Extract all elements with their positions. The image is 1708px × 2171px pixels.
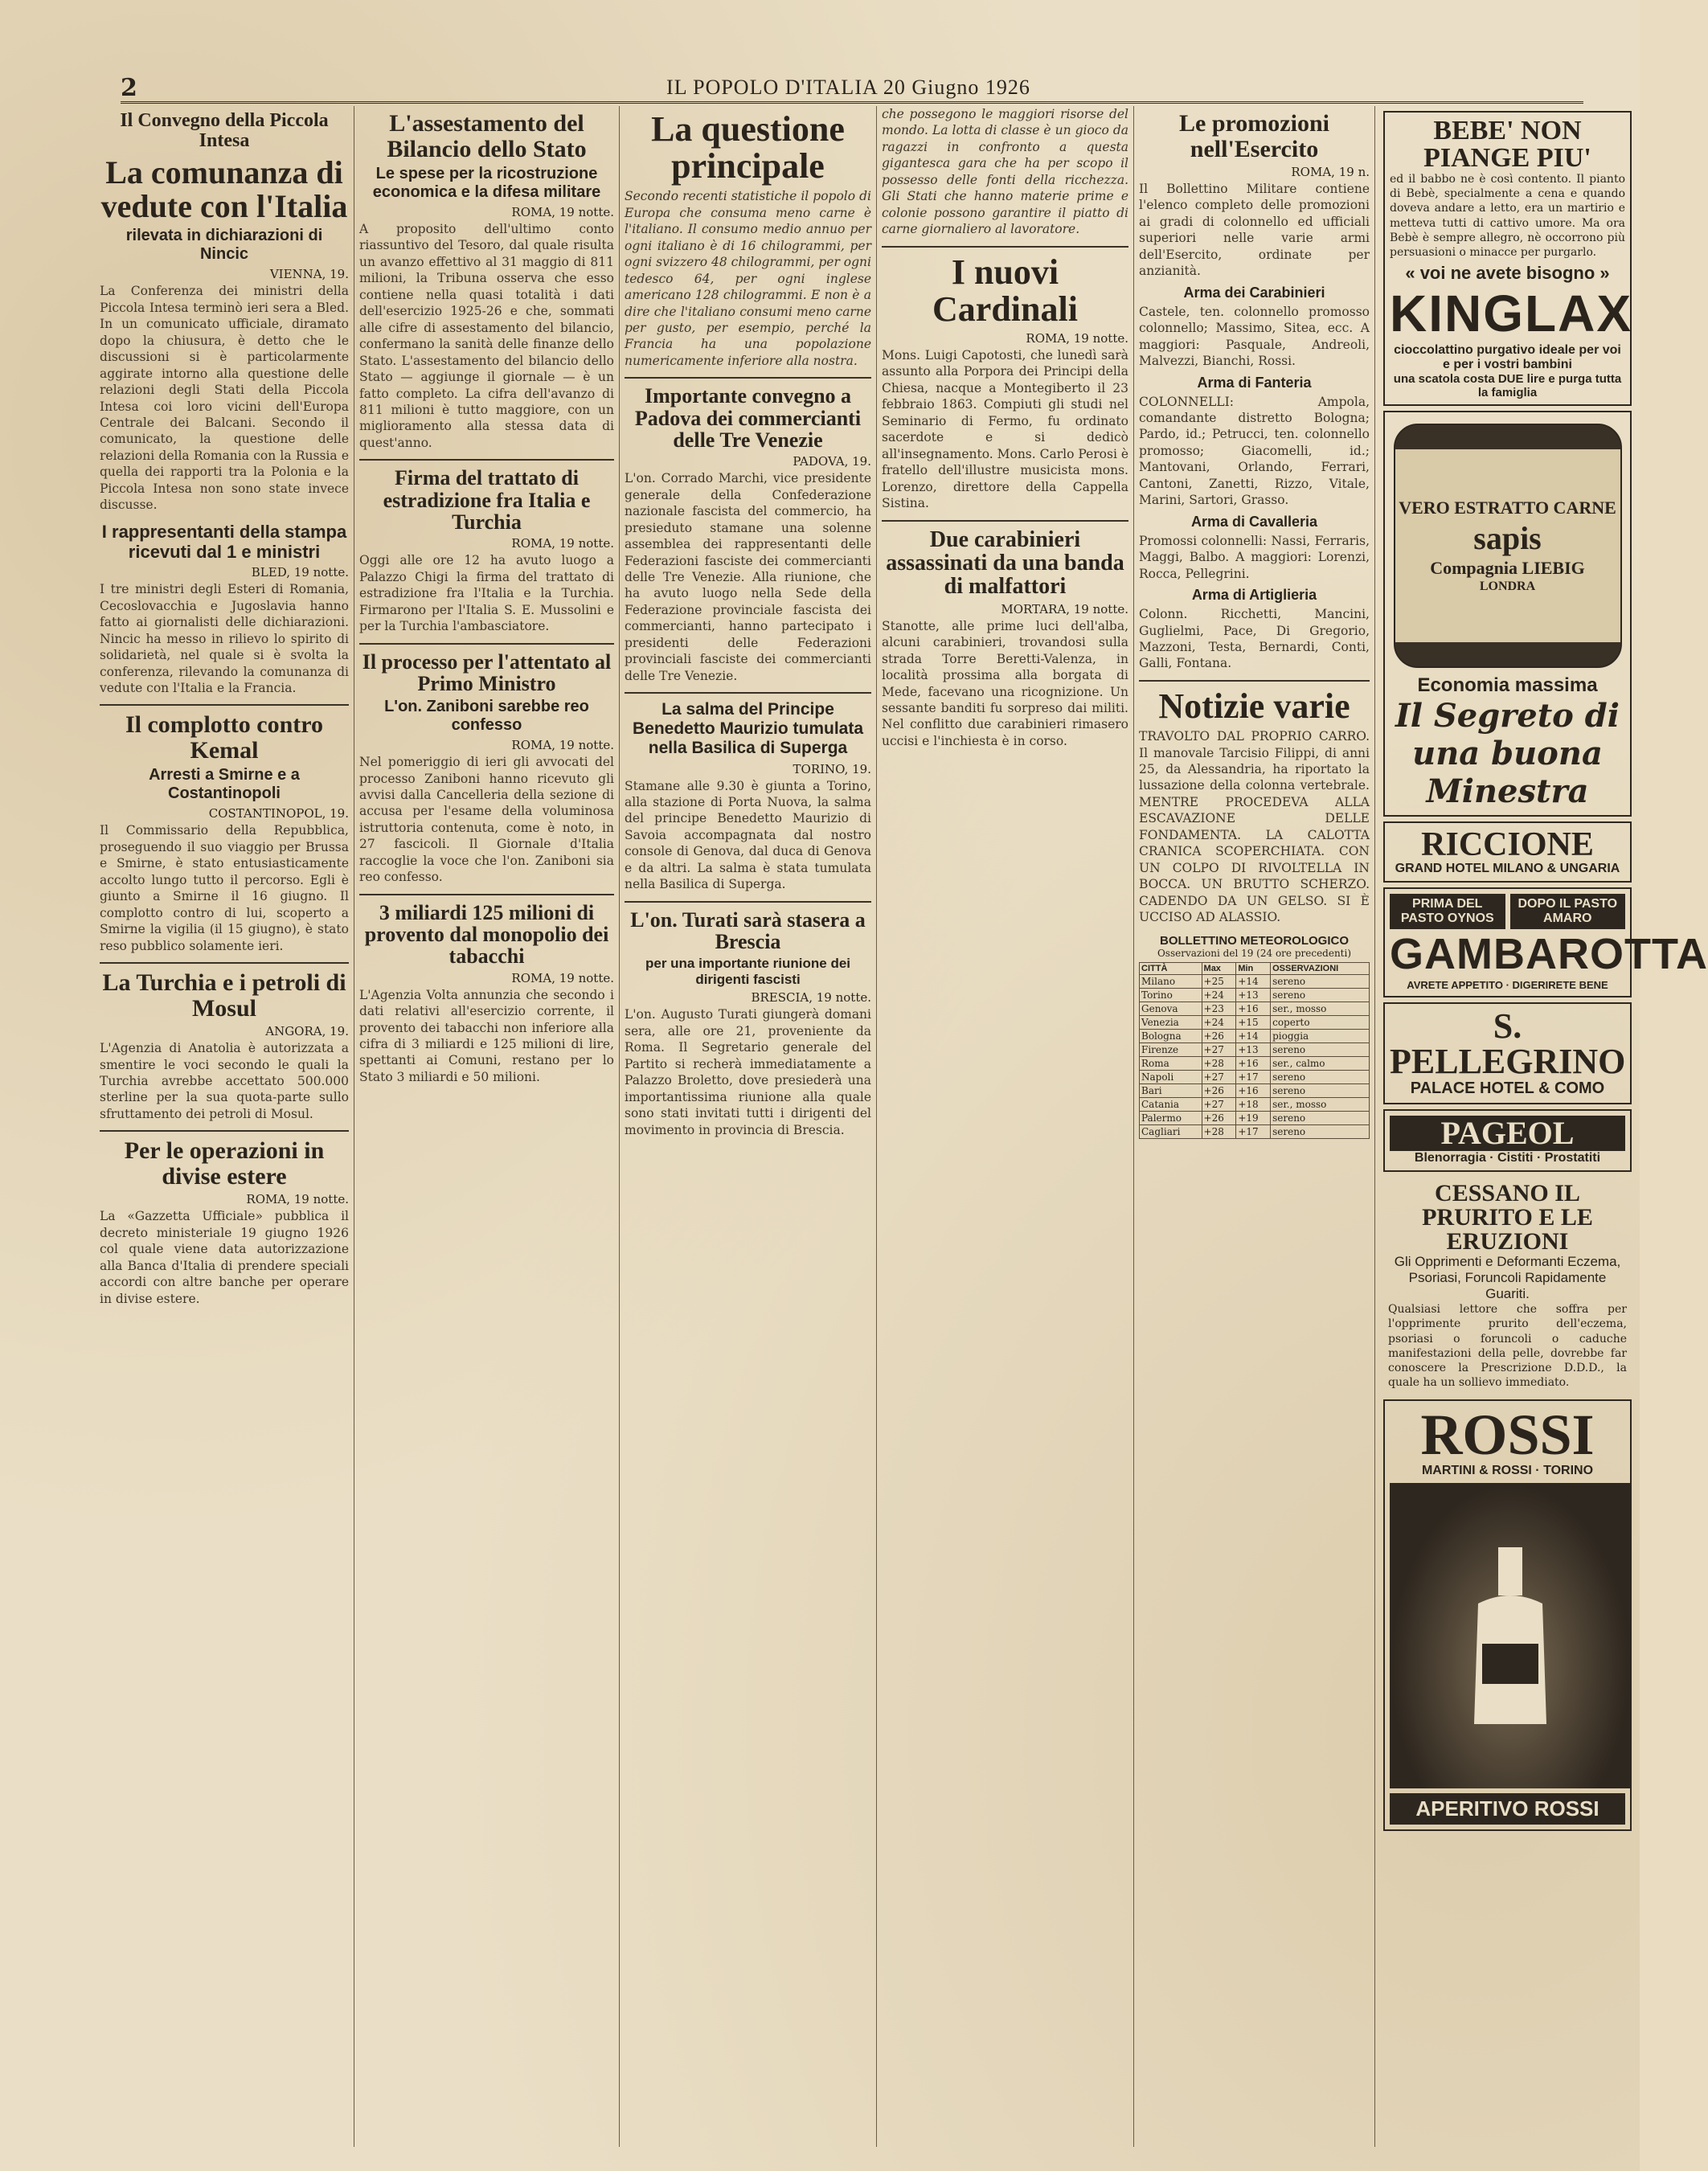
- ad-gambarotta: [1383, 887, 1708, 997]
- weather-cell: +16: [1236, 1083, 1271, 1097]
- jar-label: Compagnia LIEBIG: [1430, 557, 1585, 578]
- weather-cell: Napoli: [1140, 1070, 1202, 1083]
- weather-cell: +13: [1236, 988, 1271, 1002]
- weather-row: [1140, 988, 1370, 1002]
- weather-cell: sereno: [1271, 1070, 1370, 1083]
- dateline: ANGORA, 19.: [265, 1024, 349, 1039]
- divider: [625, 901, 871, 903]
- dateline: PADOVA, 19.: [793, 454, 871, 469]
- weather-row: [1140, 1042, 1370, 1056]
- weather-cell: sereno: [1271, 1124, 1370, 1138]
- masthead: IL POPOLO D'ITALIA 20 Giugno 1926: [666, 76, 1030, 99]
- article-stampa: [100, 522, 349, 697]
- weather-cell: Cagliari: [1140, 1124, 1202, 1138]
- weather-cell: +15: [1236, 1015, 1271, 1029]
- ad-brand: RICCIONE: [1421, 826, 1594, 864]
- ad-text: ed il babbo ne è così contento. Il pianto di Bebè, specialmente a cena e quando doveva andare a letto, era un martirio e metteva tutti di cattivo umore. Ma ora Bebè è sempre allegro, nè occorrono più persuasioni o minacce per purgarlo.: [1390, 173, 1625, 259]
- ad-row: [1390, 894, 1625, 929]
- weather-row: [1140, 1097, 1370, 1111]
- liebig-jar-illustration: [1394, 424, 1622, 668]
- dateline: ROMA, 19 notte.: [1026, 331, 1128, 346]
- article-body: L'on. Corrado Marchi, vice presidente generale della Confederazione nazionale fascista del commercio, ha presieduto stamane una solenne assemblea dei rappresentanti delle Federazioni fasciste dei commercianti delle Tre Venezie. Alla riunione, che ha avuto luogo nella Sede della Federazione provinciale fascista dei commercianti, hanno partecipato i presidenti delle Federazioni provinciali fasciste dei commercianti delle Tre Venezie.: [625, 471, 871, 683]
- weather-header-row: [1140, 962, 1370, 974]
- article-body: Oggi alle ore 12 ha avuto luogo a Palazzo Chigi la firma del trattato di estradizione fra l'Italia e la Turchia. Firmarono per l'Italia S. E. Mussolini e per la Turchia l'ambasciatore.: [359, 553, 614, 634]
- ad-brand: ROSSI: [1420, 1403, 1595, 1468]
- article-body: I tre ministri degli Esteri di Romania, Cecoslovacchia e Jugoslavia hanno fatto ai giornalisti delle dichiarazioni. Nincic ha messo in rilievo lo spirito di solidarietà, nel quale si è svolta la conferenza, rilevando la comunanza di vedute con l'Italia e la Francia.: [100, 582, 349, 696]
- column-2: [354, 106, 619, 2147]
- weather-cell: +14: [1236, 974, 1271, 988]
- ad-tagline: Blenorragia · Cistiti · Prostatiti: [1414, 1151, 1601, 1165]
- dateline: VIENNA, 19.: [269, 267, 349, 282]
- article-body: Stamane alle 9.30 è giunta a Torino, alla stazione di Porta Nuova, la salma del principe Benedetto Maurizio di Savoia accompagnata dal nostro console di Genova, dal duca di Genova e da altri. La salma è stata tumulata nella Basilica di Superga.: [625, 778, 871, 892]
- article-bilancio: [359, 111, 614, 451]
- article-title: Le promozioni nell'Esercito: [1179, 110, 1329, 162]
- section-heading: Arma di Artiglieria: [1191, 587, 1317, 604]
- ad-brand: GAMBAROTTA: [1390, 930, 1708, 979]
- weather-cell: +13: [1236, 1042, 1271, 1056]
- ad-tagline: GRAND HOTEL MILANO & UNGARIA: [1395, 862, 1620, 876]
- weather-cell: +16: [1236, 1002, 1271, 1015]
- dateline: TORINO, 19.: [793, 761, 871, 776]
- article-superga: [625, 700, 871, 893]
- dateline: ROMA, 19 notte.: [511, 970, 614, 985]
- ad-slogan: Economia massima: [1417, 674, 1598, 697]
- dateline: ROMA, 19 notte.: [511, 536, 614, 551]
- weather-cell: +17: [1236, 1124, 1271, 1138]
- article-title: L'on. Turati sarà stasera a Brescia: [630, 907, 866, 954]
- ad-headline: CESSANO IL PRURITO E LE ERUZIONI: [1422, 1180, 1593, 1255]
- ad-brand: KINGLAX: [1390, 285, 1632, 343]
- article-subtitle: Le spese per la ricostruzione economica e la difesa militare: [372, 165, 601, 201]
- weather-cell: ser., calmo: [1271, 1056, 1370, 1070]
- article-title: I rappresentanti della stampa ricevuti dal 1 e ministri: [101, 521, 347, 563]
- ad-box: DOPO IL PASTO AMARO: [1510, 894, 1626, 929]
- weather-cell: ser., mosso: [1271, 1002, 1370, 1015]
- divider: [359, 894, 614, 895]
- ad-script: Il Segreto di una buona Minestra: [1395, 697, 1620, 811]
- ad-brand: S. PELLEGRINO: [1390, 1006, 1626, 1082]
- weather-cell: Bologna: [1140, 1029, 1202, 1042]
- page-header: [121, 74, 1583, 104]
- weather-col-header: OSSERVAZIONI: [1271, 962, 1370, 974]
- article-body: La Conferenza dei ministri della Piccola Intesa terminò ieri sera a Bled. In un comunicato ufficiale, diramato dopo la chiusura, è detto che le discussioni si è particolarmente aggirate intorno alla questione delle relazioni degli Stati della Piccola Intesa coi loro vicini dell'Europa Centrale dei Balcani. Secondo il comunicato, la questione delle relazioni della Romania con la Russia e quella dei rapporti tra la Polonia e la Piccola Intesa non sono state invece discusse.: [100, 284, 349, 513]
- weather-row: [1140, 1015, 1370, 1029]
- article-body: Mons. Luigi Capotosti, che lunedì sarà assunto alla Porpora dei Principi della Chiesa, nacque a Montegiberto il 23 febbraio 1863. Compiuti gli studi nel Seminario di Fermo, fu ordinato sacerdote e si dedicò all'insegnamento. Mons. Carlo Perosi è fratello dell'illustre musicista mons. Lorenzo, direttore della Cappella Sistina.: [882, 348, 1129, 511]
- ad-tagline: cioccolattino purgativo ideale per voi e per i vostri bambini: [1394, 343, 1621, 372]
- weather-cell: Venezia: [1140, 1015, 1202, 1029]
- ad-box: PRIMA DEL PASTO OYNOS: [1390, 894, 1505, 929]
- article-notizie: [1139, 688, 1370, 926]
- weather-cell: +23: [1202, 1002, 1236, 1015]
- dateline: BRESCIA, 19 notte.: [751, 990, 871, 1006]
- article-divise: [100, 1138, 349, 1307]
- weather-cell: sereno: [1271, 988, 1370, 1002]
- ad-riccione: [1383, 821, 1632, 883]
- weather-cell: pioggia: [1271, 1029, 1370, 1042]
- weather-cell: +28: [1202, 1124, 1236, 1138]
- article-body: L'on. Augusto Turati giungerà domani sera, alle ore 21, proveniente da Roma. Il Segretario generale del Partito si recherà immediatamente a Palazzo Broletto, dove presiederà una importantissima riunione alla quale sono stati invitati tutti i dirigenti del movimento in provincia di Brescia.: [625, 1007, 871, 1137]
- weather-col-header: Min: [1236, 962, 1271, 974]
- weather-cell: +27: [1202, 1070, 1236, 1083]
- weather-row: [1140, 1124, 1370, 1138]
- weather-cell: +27: [1202, 1097, 1236, 1111]
- article-padova: [625, 385, 871, 684]
- article-tabacchi: [359, 902, 614, 1086]
- article-subtitle: per una importante riunione dei dirigenti fascisti: [645, 956, 851, 987]
- divider: [359, 459, 614, 461]
- article-title: La questione principale: [651, 109, 845, 186]
- section-heading: Arma di Cavalleria: [1190, 513, 1318, 530]
- article-title: 3 miliardi 125 milioni di provento dal monopolio dei tabacchi: [364, 900, 609, 969]
- ad-tagline: Gli Opprimenti e Deformanti Eczema, Psoriasi, Foruncoli Rapidamente Guariti.: [1394, 1254, 1621, 1302]
- divider: [100, 1130, 349, 1132]
- article-subtitle: L'on. Zaniboni sarebbe reo confesso: [384, 698, 589, 735]
- article-subtitle: rilevata in dichiarazioni di Nincic: [125, 227, 323, 264]
- dateline: MORTARA, 19 notte.: [1001, 601, 1128, 616]
- weather-cell: +27: [1202, 1042, 1236, 1056]
- article-title: Il processo per l'attentato al Primo Ministro: [362, 649, 612, 695]
- weather-cell: +24: [1202, 988, 1236, 1002]
- weather-table: [1139, 962, 1370, 1139]
- ad-rossi: [1383, 1399, 1632, 1831]
- ad-pellegrino: [1383, 1002, 1632, 1104]
- article-title: Il complotto contro Kemal: [125, 711, 324, 764]
- article-body: Stanotte, alle prime luci dell'alba, alcuni carabinieri, trovandosi sulla strada Torre Beretti-Valenza, in località prossima alla borgata di Mede, facevano una ricognizione. Un sessante banditi fu sorpreso dai militi. Nel conflitto due carabinieri rimasero uccisi e l'inchiesta è in corso.: [882, 618, 1128, 748]
- article-turati: [625, 909, 871, 1138]
- divider: [625, 692, 871, 694]
- divider: [1139, 680, 1370, 682]
- article-body: L'Agenzia Volta annunzia che secondo i dati relativi all'esercizio corrente, il provento dei tabacchi non inferiore alla cifra di 3 miliardi e 125 milioni di lire, spettanti ai Comuni, restano per lo Stato 3 miliardi e 50 milioni.: [359, 987, 614, 1084]
- dateline: ROMA, 19 notte.: [246, 1192, 349, 1207]
- article-title: La salma del Principe Benedetto Maurizio tumulata nella Basilica di Superga: [632, 700, 864, 758]
- weather-table-body: [1140, 974, 1370, 1138]
- article-estradizione: [359, 467, 614, 634]
- jar-label: LONDRA: [1479, 579, 1536, 593]
- section-heading: Arma di Fanteria: [1197, 374, 1312, 391]
- divider: [625, 377, 871, 379]
- weather-cell: +17: [1236, 1070, 1271, 1083]
- weather-cell: +14: [1236, 1029, 1271, 1042]
- weather-cell: +26: [1202, 1111, 1236, 1124]
- weather-col-header: Max: [1202, 962, 1236, 974]
- article-title: Due carabinieri assassinati da una banda di malfattori: [886, 526, 1124, 600]
- article-body: Nel pomeriggio di ieri gli avvocati del processo Zaniboni hanno ricevuto gli avvisi dalla Cancelleria della sezione di accusa per l'esame della voluminosa istruttoria contenuta, come è noto, in 27 fascicoli. Il Giornale d'Italia raccoglie la voce che l'on. Zaniboni sia reo confesso.: [359, 755, 614, 885]
- weather-cell: Torino: [1140, 988, 1202, 1002]
- ad-ddd: [1383, 1177, 1632, 1395]
- ad-kinglax: [1383, 111, 1632, 406]
- article-body: L'Agenzia di Anatolia è autorizzata a smentire le voci secondo le quali la Turchia avrebbe accettato 500.000 sterline per la sua quota-parte sullo sfruttamento dei petroli di Mosul.: [100, 1041, 349, 1121]
- article-body: La «Gazzetta Ufficiale» pubblica il decreto ministeriale 19 giugno 1926 col quale viene data autorizzazione alla Banca d'Italia di prendere speciali accordi con altre banche per operare in divise estere.: [100, 1209, 349, 1306]
- column-5: [1133, 106, 1374, 2147]
- jar-label: sapis: [1473, 519, 1542, 556]
- dateline: BLED, 19 notte.: [251, 565, 349, 580]
- weather-row: [1140, 1056, 1370, 1070]
- article-body: A proposito dell'ultimo conto riassuntivo del Tesoro, dal quale risulta un avanzo effettivo al 31 maggio di 811 milioni, la Tribuna osserva che esso contiene nella quasi totalità i dati dell'esercizio 1925-26 e che, sommati alle cifre di assestamento del bilancio, confermano la sanità delle finanze dello Stato. L'assestamento del bilancio dello Stato — aggiunge il giornale — è un fatto completo. La cifra dell'avanzo di 811 milioni è tutto maggiore, con un miglioramento alla stessa data di quest'anno.: [359, 222, 614, 450]
- column-4: [876, 106, 1133, 2147]
- weather-cell: +18: [1236, 1097, 1271, 1111]
- weather-cell: +26: [1202, 1029, 1236, 1042]
- dateline: ROMA, 19 n.: [1291, 165, 1370, 179]
- ad-tagline: AVRETE APPETITO · DIGERIRETE BENE: [1407, 979, 1608, 992]
- dateline: COSTANTINOPOL, 19.: [208, 806, 349, 821]
- column-3: [619, 106, 876, 2147]
- weather-row: [1140, 1029, 1370, 1042]
- ad-liebig: [1383, 411, 1632, 817]
- weather-cell: Bari: [1140, 1083, 1202, 1097]
- section-heading: Arma dei Carabinieri: [1183, 284, 1325, 301]
- article-carabinieri: [882, 528, 1128, 750]
- weather-col-header: CITTÀ: [1140, 962, 1202, 974]
- weather-cell: sereno: [1271, 1042, 1370, 1056]
- article-kemal: [100, 712, 349, 954]
- divider: [100, 704, 349, 706]
- article-mosul: [100, 970, 349, 1122]
- weather-cell: Milano: [1140, 974, 1202, 988]
- article-kicker: Il Convegno della Piccola Intesa: [120, 110, 329, 152]
- bottle-icon: [1446, 1539, 1575, 1732]
- section-body: Promossi colonnelli: Nassi, Ferraris, Maggi, Balbo. A maggiori: Lorenzi, Rocca, Pellegrini.: [1139, 533, 1370, 581]
- article-questione: [625, 111, 871, 369]
- article-title: L'assestamento del Bilancio dello Stato: [387, 110, 587, 162]
- weather-subtitle: Osservazioni del 19 (24 ore precedenti): [1157, 947, 1352, 959]
- weather-cell: +26: [1202, 1083, 1236, 1097]
- article-continuation: [882, 106, 1128, 238]
- dateline: ROMA, 19 notte.: [511, 205, 614, 219]
- article-cardinali: [882, 254, 1128, 512]
- article-subtitle: Arresti a Smirne e a Costantinopoli: [149, 766, 300, 803]
- weather-cell: Genova: [1140, 1002, 1202, 1015]
- ad-quote: « voi ne avete bisogno »: [1405, 263, 1610, 284]
- divider: [882, 520, 1128, 522]
- weather-row: [1140, 1083, 1370, 1097]
- rossi-illustration: [1390, 1483, 1631, 1788]
- divider: [882, 246, 1128, 248]
- jar-label: VERO ESTRATTO CARNE: [1399, 498, 1616, 518]
- weather-cell: +28: [1202, 1056, 1236, 1070]
- article-title: La Turchia e i petroli di Mosul: [102, 969, 346, 1022]
- article-title: I nuovi Cardinali: [932, 252, 1078, 329]
- article-body: Il Bollettino Militare contiene l'elenco completo delle promozioni ai gradi di colonnello ed ufficiali superiori nelle varie armi dell'Esercito, ordinate per anzianità.: [1139, 182, 1370, 279]
- weather-cell: sereno: [1271, 974, 1370, 988]
- weather-cell: Roma: [1140, 1056, 1202, 1070]
- weather-cell: +16: [1236, 1056, 1271, 1070]
- article-title: La comunanza di vedute con l'Italia: [100, 154, 348, 225]
- ad-tagline: PALACE HOTEL & COMO: [1410, 1079, 1605, 1098]
- ad-headline: BEBE' NON PIANGE PIU': [1423, 116, 1591, 173]
- weather-cell: +19: [1236, 1111, 1271, 1124]
- weather-title: BOLLETTINO METEOROLOGICO: [1160, 933, 1349, 948]
- page-number: 2: [121, 73, 137, 102]
- ad-text: Qualsiasi lettore che soffra per l'opprimente prurito dell'eczema, psoriasi o foruncoli o caduche manifestazioni della pelle, dovrebbe far conoscere la Prescrizione D.D.D., la quale ha un sollievo immediato.: [1388, 1303, 1627, 1390]
- section-body: Castele, ten. colonnello promosso colonnello; Massimo, Sitea, ecc. A maggiori: Pasquale, Andreoli, Malvezzi, Bianchi, Rossi.: [1139, 304, 1370, 369]
- article-zaniboni: [359, 651, 614, 886]
- ad-price: una scatola costa DUE lire e purga tutta la famiglia: [1393, 372, 1622, 400]
- ad-pageol: [1383, 1109, 1632, 1172]
- weather-row: [1140, 1002, 1370, 1015]
- section-body: COLONNELLI: Ampola, comandante distretto Bologna; Pardo, id.; Petrucci, ten. colonnello promosso; Giacomelli, id.; Mantovani, Orlando, Ferrari, Cantoni, Zanetti, Rizzo, Vitale, Marini, Sartori, Grasso.: [1139, 394, 1370, 508]
- weather-row: [1140, 1070, 1370, 1083]
- article-title: Per le operazioni in divise estere: [124, 1137, 325, 1190]
- dateline: ROMA, 19 notte.: [511, 738, 614, 753]
- weather-cell: Palermo: [1140, 1111, 1202, 1124]
- article-promozioni: [1139, 111, 1370, 672]
- weather-cell: Catania: [1140, 1097, 1202, 1111]
- weather-row: [1140, 1111, 1370, 1124]
- weather-cell: sereno: [1271, 1111, 1370, 1124]
- column-1: [95, 106, 354, 2147]
- ad-footer: APERITIVO ROSSI: [1390, 1793, 1625, 1825]
- article-piccola-intesa: [100, 111, 349, 514]
- article-body: Secondo recenti statistiche il popolo di Europa che consuma meno carne è l'italiano. Il consumo medio annuo per ogni italiano è di 16 chilogrammi, per ogni svizzero 48 chilogrammi, per ogni tedesco 64, per ogni inglese americano 128 chilogrammi. E non è a dire che l'italiano consumi meno carne per gusto, per esempio, perché la Francia ha una popolazione numericamente inferiore alla nostra.: [625, 189, 871, 368]
- article-body: che possegono le maggiori risorse del mondo. La lotta di classe è un gioco da ragazzi in confronto a questa gigantesca gara che ha per scopo il possesso delle fonti della ricchezza. Gli Stati che hanno materie prime e colonie possono garantire il piatto di carne giornaliero al lavoratore.: [882, 107, 1128, 237]
- article-title: Notizie varie: [1158, 686, 1350, 726]
- article-body: TRAVOLTO DAL PROPRIO CARRO. Il manovale Tarcisio Filippi, di anni 25, da Alessandria, ha riportato la lussazione della colonna vertebrale. MENTRE PROCEDEVA ALLA ESCAVAZIONE DELLE FONDAMENTA. LA CALOTTA CRANICA SCOPERCHIATA. CON UN COLPO DI RIVOLTELLA IN BOCCA. UN BRUTTO SCHERZO. CADENDO DA UN GELSO. SI È UCCISO AD ALASSIO.: [1139, 729, 1370, 925]
- weather-cell: coperto: [1271, 1015, 1370, 1029]
- article-title: Firma del trattato di estradizione fra Italia e Turchia: [383, 466, 591, 534]
- section-body: Colonn. Ricchetti, Mancini, Guglielmi, Pace, Di Gregorio, Mazzoni, Testa, Bernardi, Conti, Galli, Fontana.: [1139, 607, 1370, 671]
- weather-cell: sereno: [1271, 1083, 1370, 1097]
- divider: [100, 962, 349, 964]
- weather-cell: +24: [1202, 1015, 1236, 1029]
- article-body: Il Commissario della Repubblica, proseguendo il suo viaggio per Brussa e Smirne, è stato entusiasticamente accolto lungo tutto il percorso. Egli è giunto a Smirne il 16 giugno. Il complotto contro di lui, scoperto a Smirne la vigilia (il 15 giugno), è stato reso pubblico solamente ieri.: [100, 823, 349, 953]
- article-title: Importante convegno a Padova dei commercianti delle Tre Venezie: [634, 384, 862, 452]
- ad-brand: PAGEOL: [1390, 1116, 1625, 1151]
- weather-cell: ser., mosso: [1271, 1097, 1370, 1111]
- weather-row: [1140, 974, 1370, 988]
- divider: [359, 643, 614, 645]
- ad-tagline: MARTINI & ROSSI · TORINO: [1421, 1464, 1594, 1478]
- weather-cell: +25: [1202, 974, 1236, 988]
- weather-cell: Firenze: [1140, 1042, 1202, 1056]
- column-6-ads: [1374, 106, 1708, 2147]
